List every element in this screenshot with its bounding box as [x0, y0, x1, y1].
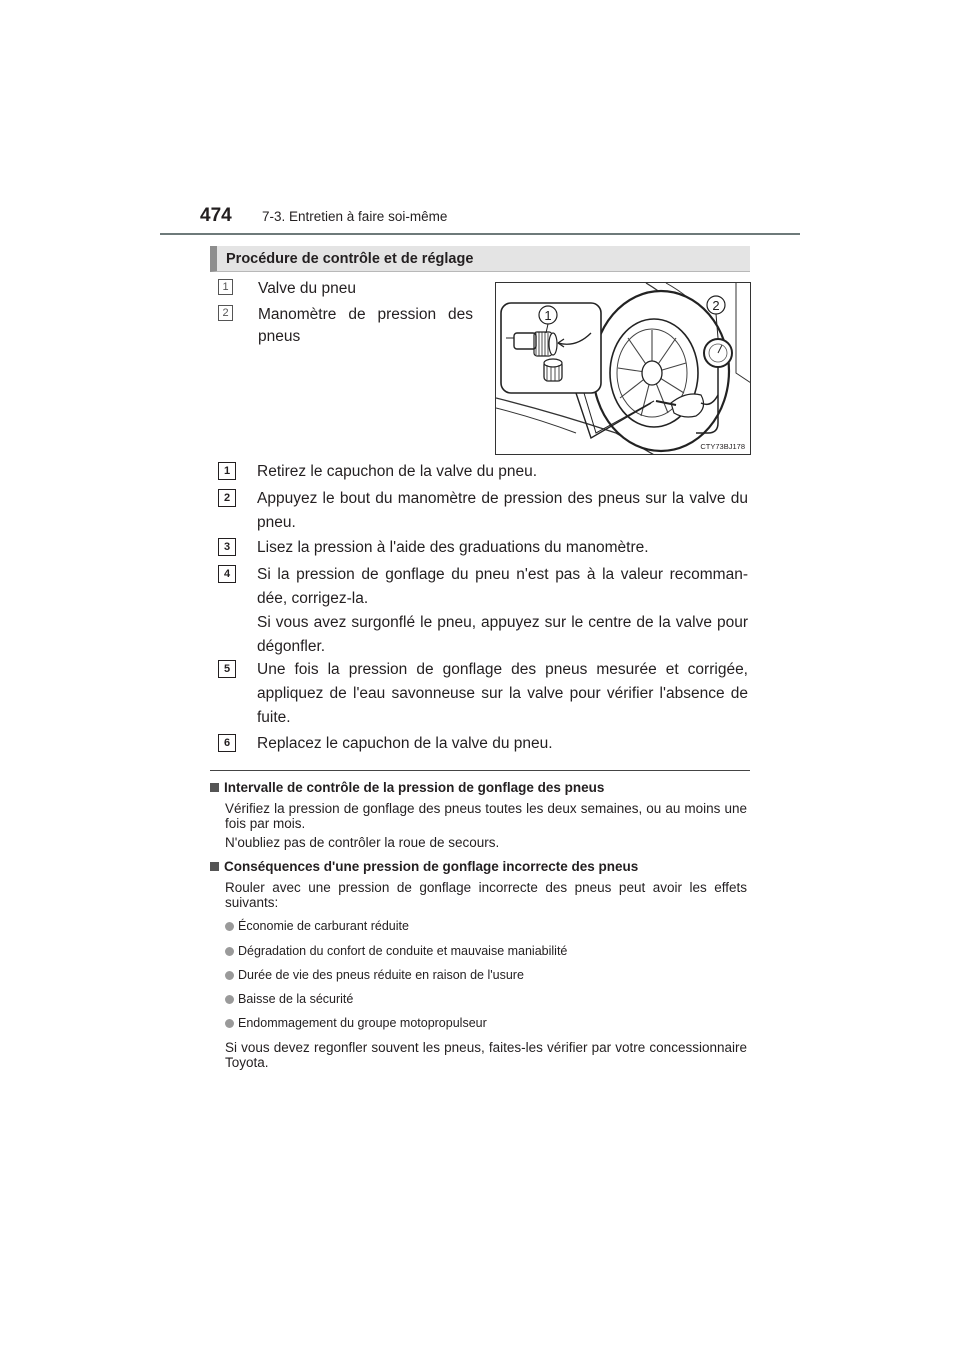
consequences-heading-text: Conséquences d'une pression de gonflage incorrecte des pneus	[224, 859, 639, 874]
interval-text-1: Vérifiez la pression de gonflage des pneus toutes les deux semaines, ou au moins une fois par mois.	[225, 801, 747, 831]
figure-label-2: 2	[712, 298, 720, 313]
step-text: Lisez la pression à l'aide des graduations du manomètre.	[257, 539, 649, 556]
figure-code: CTY73BJ178	[700, 442, 745, 451]
callout-text: Manomètre de pression des pneus	[258, 306, 473, 345]
step-text: Une fois la pression de gonflage des pneus mesurée et corrigée, appliquez de l'eau savonneuse sur la valve pour vérifier l'absence de fuite.	[257, 661, 748, 726]
list-item-text: Dégradation du confort de conduite et mauvaise maniabilité	[238, 944, 568, 958]
consequences-heading	[210, 859, 638, 874]
procedure-heading: Procédure de contrôle et de réglage	[210, 246, 750, 272]
bullet-dot-icon	[225, 947, 234, 956]
bullet-dot-icon	[225, 995, 234, 1004]
callout-gauge	[218, 304, 473, 348]
step-5	[218, 658, 748, 730]
consequences-closing: Si vous devez regonfler souvent les pneus, faites-les vérifier par votre concessionnaire Toyota.	[225, 1040, 747, 1070]
step-3	[218, 536, 748, 560]
bullet-dot-icon	[225, 971, 234, 980]
tire-pressure-illustration	[495, 282, 751, 455]
list-item	[225, 992, 353, 1006]
step-2	[218, 487, 748, 535]
step-text: Retirez le capuchon de la valve du pneu.	[257, 463, 538, 480]
square-bullet-icon	[210, 783, 219, 792]
list-item-text: Économie de carburant réduite	[238, 919, 409, 933]
tire-gauge-drawing	[496, 283, 751, 455]
step-number: 2	[218, 489, 236, 507]
list-item-text: Endommagement du groupe motopropulseur	[238, 1016, 487, 1030]
page-number: 474	[200, 205, 232, 226]
step-text: Appuyez le bout du manomètre de pression des pneus sur la valve du pneu.	[257, 490, 748, 531]
bullet-dot-icon	[225, 922, 234, 931]
step-number: 6	[218, 734, 236, 752]
callout-number: 2	[218, 305, 233, 321]
step-6	[218, 732, 748, 756]
header-rule	[160, 233, 800, 235]
step-number: 4	[218, 565, 236, 583]
interval-heading	[210, 780, 604, 795]
section-title: 7-3. Entretien à faire soi-même	[262, 209, 448, 224]
step-1	[218, 460, 748, 484]
step-number: 5	[218, 660, 236, 678]
section-divider	[210, 770, 750, 771]
step-number: 1	[218, 462, 236, 480]
interval-heading-text: Intervalle de contrôle de la pression de gonflage des pneus	[224, 780, 605, 795]
list-item-text: Durée de vie des pneus réduite en raison de l'usure	[238, 968, 524, 982]
list-item	[225, 944, 567, 958]
consequences-intro: Rouler avec une pression de gonflage incorrecte des pneus peut avoir les effets suivants:	[225, 880, 747, 910]
callout-number: 1	[218, 279, 233, 295]
step-text: Replacez le capuchon de la valve du pneu.	[257, 735, 553, 752]
square-bullet-icon	[210, 862, 219, 871]
page-header	[200, 205, 447, 227]
figure-label-1: 1	[544, 308, 552, 323]
list-item	[225, 919, 409, 933]
list-item-text: Baisse de la sécurité	[238, 992, 354, 1006]
list-item	[225, 1016, 487, 1030]
step-text: Si la pression de gonflage du pneu n'est pas à la valeur recomman-dée, corrigez-la.	[257, 566, 748, 607]
bullet-dot-icon	[225, 1019, 234, 1028]
step-4	[218, 563, 748, 659]
step-number: 3	[218, 538, 236, 556]
callout-valve	[218, 278, 356, 300]
list-item	[225, 968, 524, 982]
callout-text: Valve du pneu	[258, 280, 356, 297]
step-text: Si vous avez surgonflé le pneu, appuyez sur le centre de la valve pour dégonfler.	[257, 614, 748, 655]
interval-text-2: N'oubliez pas de contrôler la roue de secours.	[225, 835, 500, 850]
